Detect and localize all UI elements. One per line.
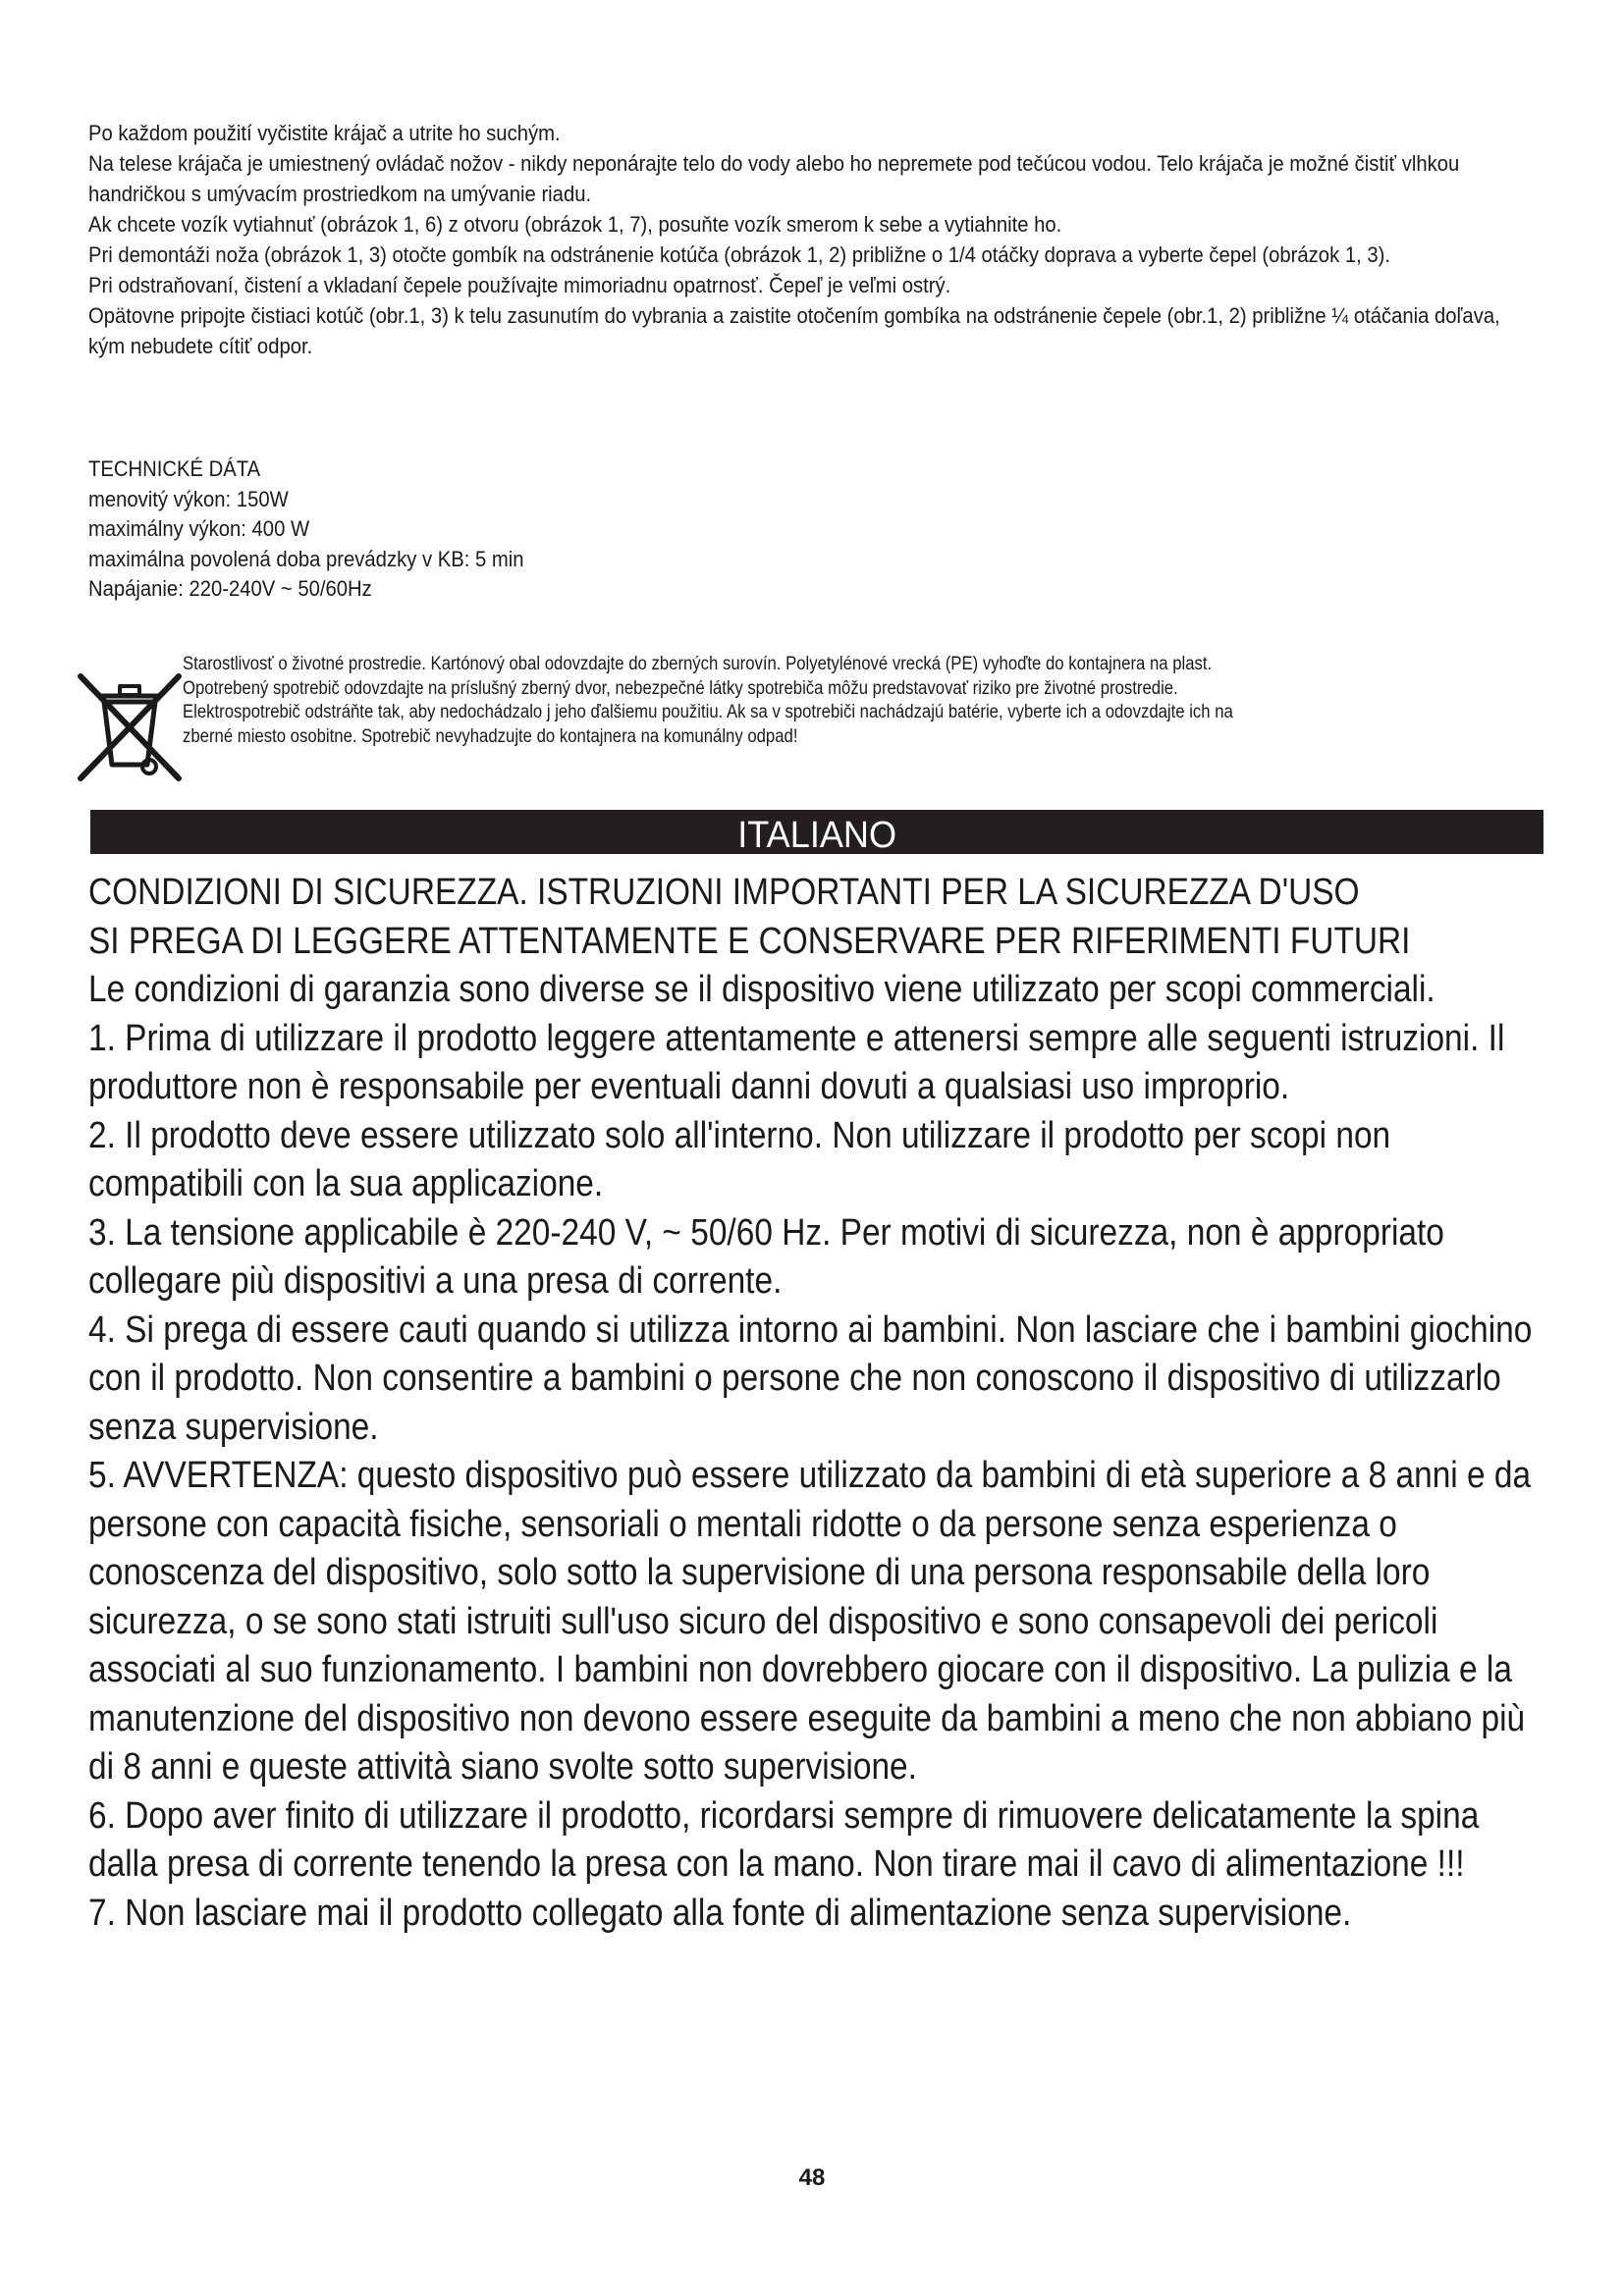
safety-item: 4. Si prega di essere cauti quando si utilizza intorno ai bambini. Non lasciare che i bambini giochino con il prodotto. Non consentire a bambini o persone che non conoscono il dispositivo di utilizzarlo senza supervisione. <box>88 1308 1533 1448</box>
technical-data-block <box>88 454 572 605</box>
sk-paragraph: Ak chcete vozík vytiahnuť (obrázok 1, 6) z otvoru (obrázok 1, 7), posuňte vozík smerom k sebe a vytiahnite ho. <box>88 212 1062 237</box>
environment-text <box>183 653 1557 749</box>
sk-paragraph: Pri demontáži noža (obrázok 1, 3) otočte gombík na odstránenie kotúča (obrázok 1, 2) približne o 1/4 otáčky doprava a vyberte čepel (obrázok 1, 3). <box>88 242 1390 267</box>
slovak-cleaning-section <box>88 118 1542 361</box>
safety-item: 2. Il prodotto deve essere utilizzato solo all'interno. Non utilizzare il prodotto per scopi non compatibili con la sua applicazione. <box>88 1114 1391 1204</box>
environment-line: Opotrebený spotrebič odovzdajte na príslušný zberný dvor, nebezpečné látky spotrebiča môžu predstavovať riziko pre životné prostredie. <box>183 677 1178 699</box>
safety-item: 7. Non lasciare mai il prodotto collegato alla fonte di alimentazione senza supervisione. <box>88 1892 1352 1934</box>
technical-data-line: maximálny výkon: 400 W <box>88 516 310 541</box>
safety-item: 6. Dopo aver finito di utilizzare il prodotto, ricordarsi sempre di rimuovere delicatamente la spina dalla presa di corrente tenendo la presa con la mano. Non tirare mai il cavo di alimentazione !!! <box>88 1794 1480 1885</box>
sk-paragraph: Na telese krájača je umiestnený ovládač nožov - nikdy neponárajte telo do vody alebo ho nepremete pod tečúcou vodou. Telo krájača je možné čistiť vlhkou handričkou s umývacím prostriedkom na umývanie riadu. <box>88 151 1460 206</box>
technical-data-line: menovitý výkon: 150W <box>88 486 289 511</box>
sk-paragraph: Pri odstraňovaní, čistení a vkladaní čepele používajte mimoriadnu opatrnosť. Čepeľ je veľmi ostrý. <box>88 273 951 297</box>
technical-data-line: Napájanie: 220-240V ~ 50/60Hz <box>88 576 372 601</box>
environment-notice <box>67 653 1549 790</box>
safety-item: 3. La tensione applicabile è 220-240 V, ~ 50/60 Hz. Per motivi di sicurezza, non è appropriato collegare più dispositivi a una presa di corrente. <box>88 1211 1444 1302</box>
sk-paragraph: Opätovne pripojte čistiaci kotúč (obr.1, 3) k telu zasunutím do vybrania a zaistite otočením gombíka na odstránenie čepele (obr.1, 2) približne ¼ otáčania doľava, kým nebudete cítiť odpor. <box>88 303 1500 358</box>
safety-paragraph: Le condizioni di garanzia sono diverse se il dispositivo viene utilizzato per scopi commerciali. <box>88 969 1435 1010</box>
language-section-bar <box>90 810 1543 854</box>
page-number: 48 <box>798 2164 826 2191</box>
safety-item: 5. AVVERTENZA: questo dispositivo può essere utilizzato da bambini di età superiore a 8 anni e da persone con capacità fisiche, sensoriali o mentali ridotte o da persone senza esperienza o conoscenza del dispositivo, solo sotto la supervisione di una persona responsabile della loro sicurezza, o se sono stati istruiti sull'uso sicuro del dispositivo e sono consapevoli dei pericoli associati al suo funzionamento. I bambini non dovrebbero giocare con il dispositivo. La pulizia e la manutenzione del dispositivo non devono essere eseguite da bambini a meno che non abbiano più di 8 anni e queste attività siano svolte sotto supervisione. <box>88 1455 1532 1788</box>
safety-heading: CONDIZIONI DI SICUREZZA. ISTRUZIONI IMPORTANTI PER LA SICUREZZA D'USO <box>88 872 1360 913</box>
safety-subheading: SI PREGA DI LEGGERE ATTENTAMENTE E CONSERVARE PER RIFERIMENTI FUTURI <box>88 920 1411 962</box>
environment-line: Starostlivosť o životné prostredie. Kartónový obal odovzdajte do zberných surovín. Polyetylénové vrecká (PE) vyhoďte do kontajnera na plast. <box>183 654 1213 674</box>
technical-data-line: maximálna povolená doba prevádzky v KB: 5 min <box>88 546 524 571</box>
safety-item: 1. Prima di utilizzare il prodotto leggere attentamente e attenersi sempre alle seguenti istruzioni. Il produttore non è responsabile per eventuali danni dovuti a qualsiasi uso improprio. <box>88 1017 1505 1107</box>
environment-line: Elektrospotrebič odstráňte tak, aby nedochádzalo j jeho ďalšiemu použitiu. Ak sa v spotrebiči nachádzajú batérie, vyberte ich a odovzdajte ich na <box>183 702 1233 722</box>
environment-line: zberné miesto osobitne. Spotrebič nevyhadzujte do kontajnera na komunálny odpad! <box>183 725 798 747</box>
technical-data-heading: TECHNICKÉ DÁTA <box>88 456 261 481</box>
italian-safety-section <box>88 869 1542 1938</box>
weee-crossed-bin-icon <box>67 663 192 788</box>
language-label: ITALIANO <box>737 815 896 854</box>
sk-paragraph: Po každom použití vyčistite krájač a utrite ho suchým. <box>88 121 561 145</box>
